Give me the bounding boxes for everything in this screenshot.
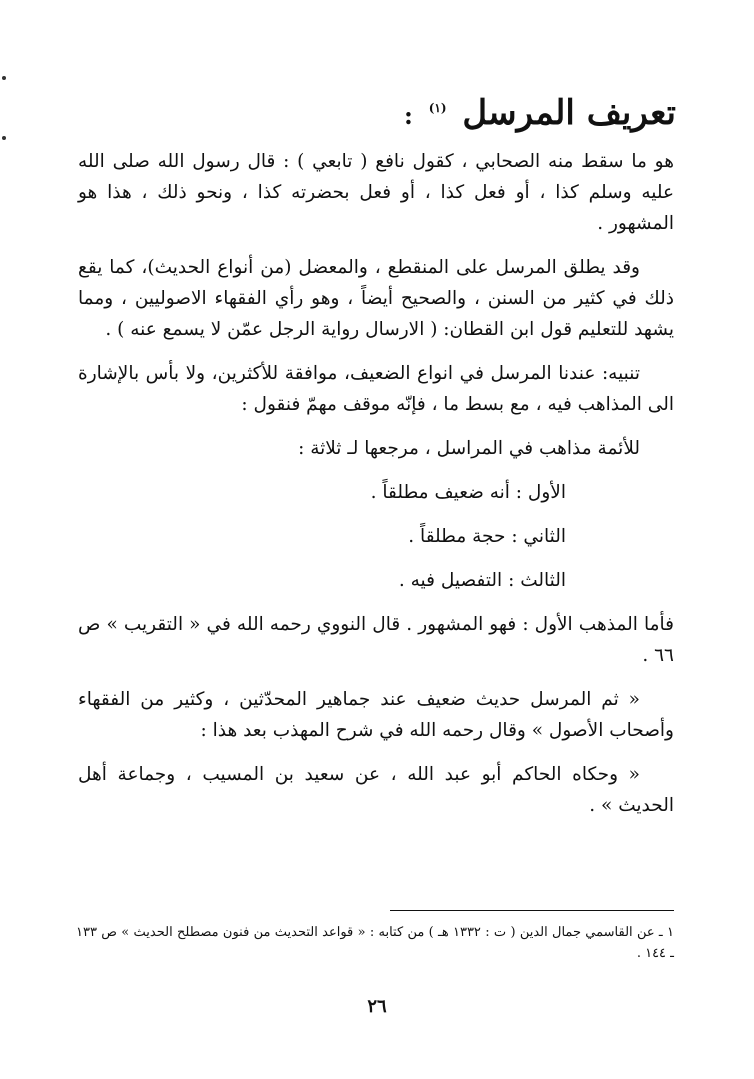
list-item-first: الأول : أنه ضعيف مطلقاً . [370, 482, 566, 503]
heading-title: تعريف المرسل [462, 93, 676, 133]
paragraph-definition: هو ما سقط منه الصحابي ، كقول نافع ( تابعي ) : قال رسول الله صلى الله عليه وسلم كذا ، أو فعل كذا ، أو فعل بحضرته كذا ، ونحو ذلك ، هذا هو المشهور . [78, 151, 674, 234]
paragraph-usage: وقد يطلق المرسل على المنقطع ، والمعضل (من أنواع الحديث)، كما يقع ذلك في كثير من السنن ، والصحيح أيضاً ، وهو رأي الفقهاء الاصوليين ، ومما يشهد للتعليم قول ابن القطان: ( الارسال رواية الرجل عمّن لا يسمع عنه ) . [78, 257, 674, 340]
footnote-reference: (١) [428, 100, 447, 115]
quote-nawawi: « ثم المرسل حديث ضعيف عند جماهير المحدّثين ، وكثير من الفقهاء وأصحاب الأصول » وقال رحمه الله في شرح المهذب بعد هذا : [78, 689, 674, 741]
footnote [76, 922, 674, 964]
margin-mark [2, 76, 6, 80]
paragraph-schools-intro: للأئمة مذاهب في المراسل ، مرجعها لـ ثلاثة : [298, 438, 640, 459]
quote-hakim: « وحكاه الحاكم أبو عبد الله ، عن سعيد بن المسيب ، وجماعة أهل الحديث » . [78, 764, 674, 816]
heading-colon: : [404, 101, 413, 130]
footnote-divider [390, 910, 674, 911]
body-text [78, 146, 674, 834]
list-item-second: الثاني : حجة مطلقاً . [408, 526, 566, 547]
footnote-text: ١ ـ عن القاسمي جمال الدين ( ت : ١٣٣٢ هـ ) من كتابه : « قواعد التحديث من فنون مصطلح الحديث » ص ١٣٣ ـ ١٤٤ . [76, 925, 674, 961]
section-heading [404, 93, 676, 133]
paragraph-first-school: فأما المذهب الأول : فهو المشهور . قال النووي رحمه الله في « التقريب » ص ٦٦ . [78, 614, 674, 666]
page-number: ٢٦ [367, 996, 387, 1017]
margin-mark [2, 136, 6, 140]
paragraph-note: تنبيه: عندنا المرسل في انواع الضعيف، موافقة للأكثرين، ولا بأس بالإشارة الى المذاهب فيه ، مع بسط ما ، فإنّه موقف مهمّ فنقول : [78, 363, 674, 415]
list-item-third: الثالث : التفصيل فيه . [398, 570, 566, 591]
